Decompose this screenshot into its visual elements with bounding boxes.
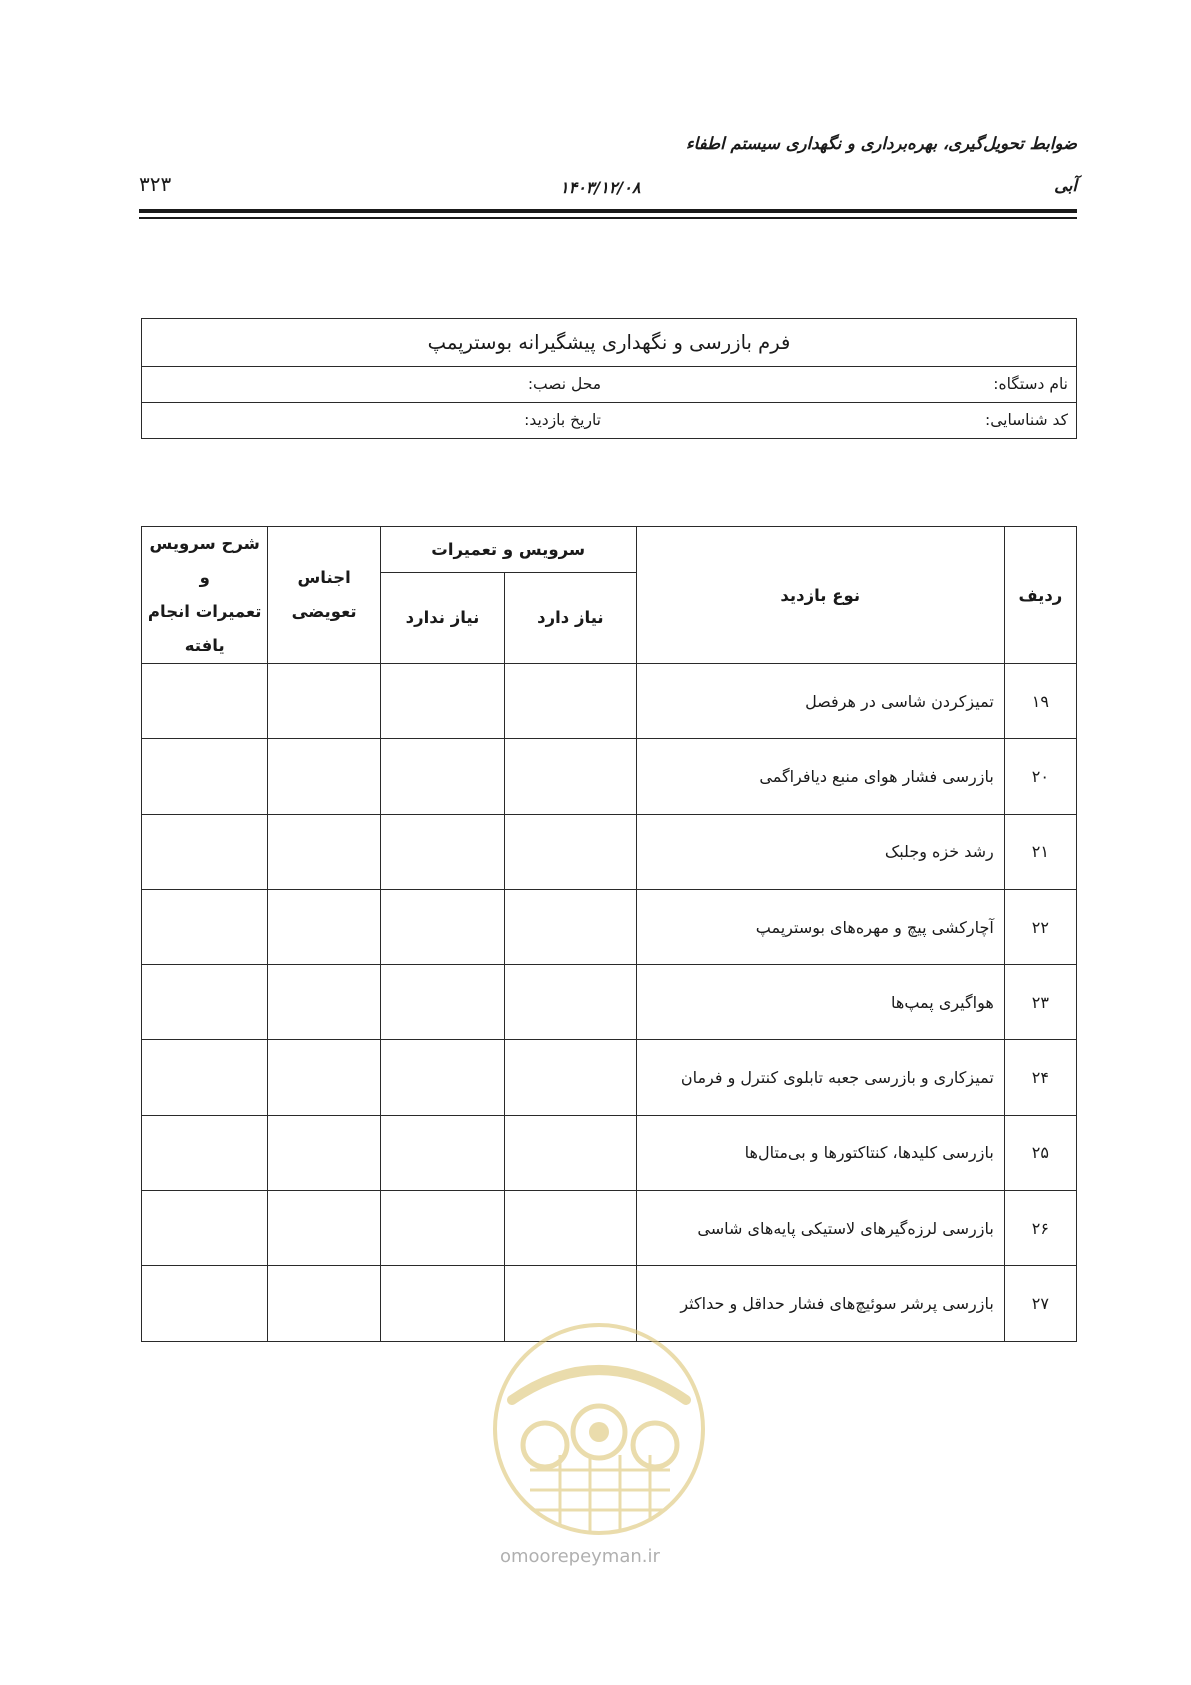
header-visit-type: نوع بازدید: [636, 527, 1004, 664]
needs-cell: [505, 1040, 636, 1115]
no-need-cell: [380, 814, 504, 889]
visit-date-label: تاریخ بازدید:: [524, 411, 601, 429]
document-header-subtitle: آبی: [1054, 176, 1077, 195]
description-cell: [142, 889, 268, 964]
description-cell: [142, 739, 268, 814]
no-need-cell: [380, 1191, 504, 1266]
install-location-label: محل نصب:: [527, 375, 601, 393]
visit-type-text: بازرسی پرشر سوئیچ‌های فشار حداقل و حداکثر: [636, 1266, 1004, 1341]
document-date: ۱۴۰۳/۱۲/۰۸: [560, 178, 641, 197]
description-cell: [142, 1040, 268, 1115]
needs-cell: [505, 1115, 636, 1190]
visit-type-text: بازرسی کلیدها، کنتاکتورها و بی‌متال‌ها: [636, 1115, 1004, 1190]
no-need-cell: [380, 965, 504, 1040]
header-divider-thick: [139, 209, 1077, 213]
form-title: فرم بازرسی و نگهداری پیشگیرانه بوسترپمپ: [142, 319, 1077, 367]
header-divider-thin: [139, 217, 1077, 219]
device-name-label: نام دستگاه:: [993, 375, 1068, 393]
no-need-cell: [380, 1115, 504, 1190]
header-no-need: نیاز ندارد: [380, 572, 504, 663]
description-cell: [142, 1266, 268, 1341]
no-need-cell: [380, 889, 504, 964]
parts-cell: [268, 1040, 380, 1115]
no-need-cell: [380, 1266, 504, 1341]
inspection-table: [141, 526, 1077, 1342]
table-row: [142, 664, 1077, 739]
description-cell: [142, 1191, 268, 1266]
visit-type-text: بازرسی فشار هوای منبع دیافراگمی: [636, 739, 1004, 814]
header-description: [142, 527, 268, 664]
description-cell: [142, 664, 268, 739]
visit-type-text: بازرسی لرزه‌گیرهای لاستیکی پایه‌های شاسی: [636, 1191, 1004, 1266]
header-service-group: سرویس و تعمیرات: [380, 527, 636, 573]
row-number: ۲۷: [1004, 1266, 1076, 1341]
row-number: ۱۹: [1004, 664, 1076, 739]
row-number: ۲۲: [1004, 889, 1076, 964]
row-number: ۲۵: [1004, 1115, 1076, 1190]
no-need-cell: [380, 739, 504, 814]
info-table: [141, 318, 1077, 439]
omoorepeyman-logo: [490, 1320, 708, 1538]
header-parts: [268, 527, 380, 664]
parts-cell: [268, 739, 380, 814]
page-number: ۳۲۳: [139, 172, 172, 196]
table-row: [142, 965, 1077, 1040]
visit-type-text: آچارکشی پیچ و مهره‌های بوسترپمپ: [636, 889, 1004, 964]
row-number: ۲۱: [1004, 814, 1076, 889]
info-row-device: [142, 367, 1077, 403]
visit-type-text: تمیزکاری و بازرسی جعبه تابلوی کنترل و فرمان: [636, 1040, 1004, 1115]
description-cell: [142, 1115, 268, 1190]
no-need-cell: [380, 1040, 504, 1115]
no-need-cell: [380, 664, 504, 739]
header-description-line2: تعمیرات انجام: [147, 602, 262, 621]
visit-type-text: رشد خزه وجلبک: [636, 814, 1004, 889]
document-header-title: ضوابط تحویل‌گیری، بهره‌برداری و نگهداری سیستم اطفاء: [685, 134, 1077, 153]
row-number: ۲۴: [1004, 1040, 1076, 1115]
description-cell: [142, 814, 268, 889]
header-row-number: ردیف: [1004, 527, 1076, 664]
parts-cell: [268, 965, 380, 1040]
needs-cell: [505, 664, 636, 739]
table-row: [142, 1115, 1077, 1190]
table-row: [142, 739, 1077, 814]
info-row-id: [142, 403, 1077, 439]
table-row: [142, 1040, 1077, 1115]
needs-cell: [505, 739, 636, 814]
watermark-site-text: omoorepeyman.ir: [500, 1546, 660, 1567]
needs-cell: [505, 889, 636, 964]
parts-cell: [268, 1266, 380, 1341]
row-number: ۲۳: [1004, 965, 1076, 1040]
visit-type-text: هواگیری پمپ‌ها: [636, 965, 1004, 1040]
table-row: [142, 1191, 1077, 1266]
needs-cell: [505, 1191, 636, 1266]
needs-cell: [505, 965, 636, 1040]
id-code-label: کد شناسایی:: [985, 411, 1068, 429]
table-row: [142, 814, 1077, 889]
table-row: [142, 889, 1077, 964]
needs-cell: [505, 814, 636, 889]
row-number: ۲۶: [1004, 1191, 1076, 1266]
description-cell: [142, 965, 268, 1040]
parts-cell: [268, 889, 380, 964]
parts-cell: [268, 664, 380, 739]
row-number: ۲۰: [1004, 739, 1076, 814]
table-body: [142, 664, 1077, 1342]
parts-cell: [268, 1191, 380, 1266]
header-needs: نیاز دارد: [505, 572, 636, 663]
visit-type-text: تمیزکردن شاسی در هرفصل: [636, 664, 1004, 739]
parts-cell: [268, 1115, 380, 1190]
header-description-line3: یافته: [184, 636, 225, 655]
parts-cell: [268, 814, 380, 889]
header-parts-label: اجناس تعویضی: [291, 568, 357, 621]
header-description-line1: شرح سرویس و: [149, 534, 260, 587]
